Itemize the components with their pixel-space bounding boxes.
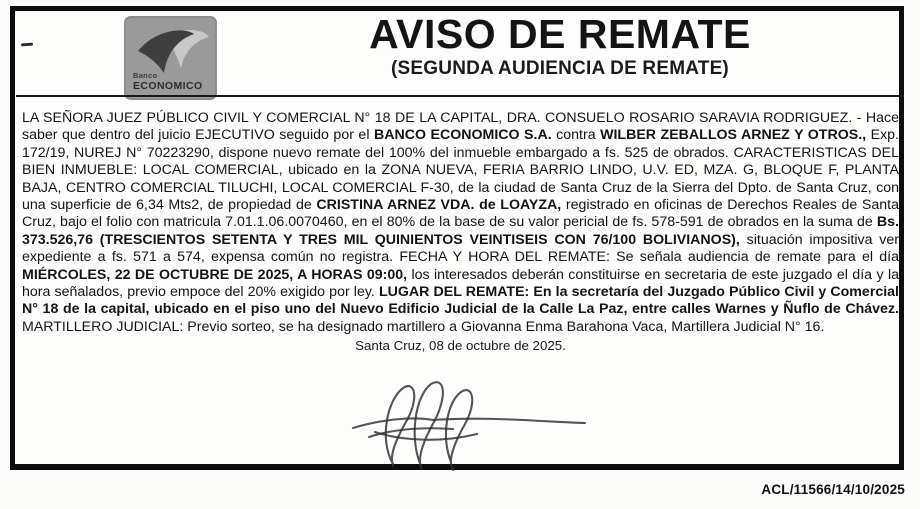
- header-divider: [16, 95, 904, 97]
- notice-body: [22, 110, 899, 336]
- body-segment: Exp. 172/19, NUREJ N° 70223290, dispone nuevo remate del 100% del inmueble embargado a fs. 525 de obrados. CARACTERISTICAS DEL BIEN INMUEBLE: LOCAL COMERCIAL, ubicado en la ZONA NUEVA, FERIA BARRIO LINDO, U.V. ED, MZA. G, BLOQUE F, PLANTA BAJA, CENTRO COMERCIAL TILUCHI, LOCAL COMERCIAL F-30, de la ciudad de Santa Cruz de la Sierra del Dpto. de Santa Cruz, con una superficie de 6,34 Mts2, de propiedad de: [22, 127, 899, 214]
- reference-code: ACL/11566/14/10/2025: [761, 482, 905, 497]
- notice-title: AVISO DE REMATE: [369, 11, 751, 57]
- body-segment: LA SEÑORA JUEZ PÚBLICO CIVIL Y COMERCIAL N° 18 DE LA CAPITAL, DRA. CONSUELO ROSARIO SARAVIA RODRIGUEZ. - Hace saber que dentro del juicio EJECUTIVO seguido por el: [22, 110, 899, 144]
- bank-logo: [124, 16, 217, 100]
- dateline: Santa Cruz, 08 de octubre de 2025.: [355, 338, 566, 354]
- bank-name-small: Banco: [133, 71, 158, 80]
- body-segment: registrado en oficinas de Derechos Reales de Santa Cruz, bajo el folio con matricula 7.01.1.06.0070460, en el 80% de la base de su valor pericial de fs. 578-591 de obrados en la suma de: [22, 197, 899, 231]
- bank-name-large: ECONOMICO: [133, 79, 203, 92]
- body-segment-bold: CRISTINA ARNEZ VDA. de LOAYZA,: [316, 197, 562, 214]
- body-segment-bold: BANCO ECONOMICO S.A.: [373, 127, 552, 144]
- body-segment: MARTILLERO JUDICIAL: Previo sorteo, se ha designado martillero a Giovanna Enma Barahona Vaca, Martillera Judicial N° 16.: [22, 318, 825, 335]
- body-segment: contra: [551, 127, 601, 144]
- body-segment-bold: WILBER ZEBALLOS ARNEZ Y OTROS.,: [600, 127, 867, 144]
- notice-header: [310, 13, 810, 80]
- notice-body-wrap: [22, 110, 899, 353]
- body-segment: situación impositiva ver expediente a fs. 571 a 574, expensa común no registra. FECHA Y HORA DEL REMATE: Se señala audiencia de remate para el día: [22, 231, 899, 266]
- signature-scribble: [335, 376, 605, 472]
- notice-subtitle: (SEGUNDA AUDIENCIA DE REMATE): [391, 58, 729, 80]
- body-segment: los interesados deberán constituirse en secretaria de este juzgado el día y la hora señalados, previo empoce del 20% exigido por ley.: [22, 266, 899, 301]
- body-segment-bold: LUGAR DEL REMATE: En la secretaría del Juzgado Público Civil y Comercial N° 18 de la capital, ubicado en el piso uno del Nuevo Edificio Judicial de la Calle La Paz, entre calles Warnes y Ñuflo de Chávez.: [22, 284, 899, 318]
- body-segment-bold: MIÉRCOLES, 22 DE OCTUBRE DE 2025, A HORAS 09:00,: [22, 266, 408, 283]
- body-segment-bold: Bs. 373.526,76 (TRESCIENTOS SETENTA Y TRES MIL QUINIENTOS VEINTISEIS CON 76/100 BOLIVIANOS),: [22, 214, 899, 248]
